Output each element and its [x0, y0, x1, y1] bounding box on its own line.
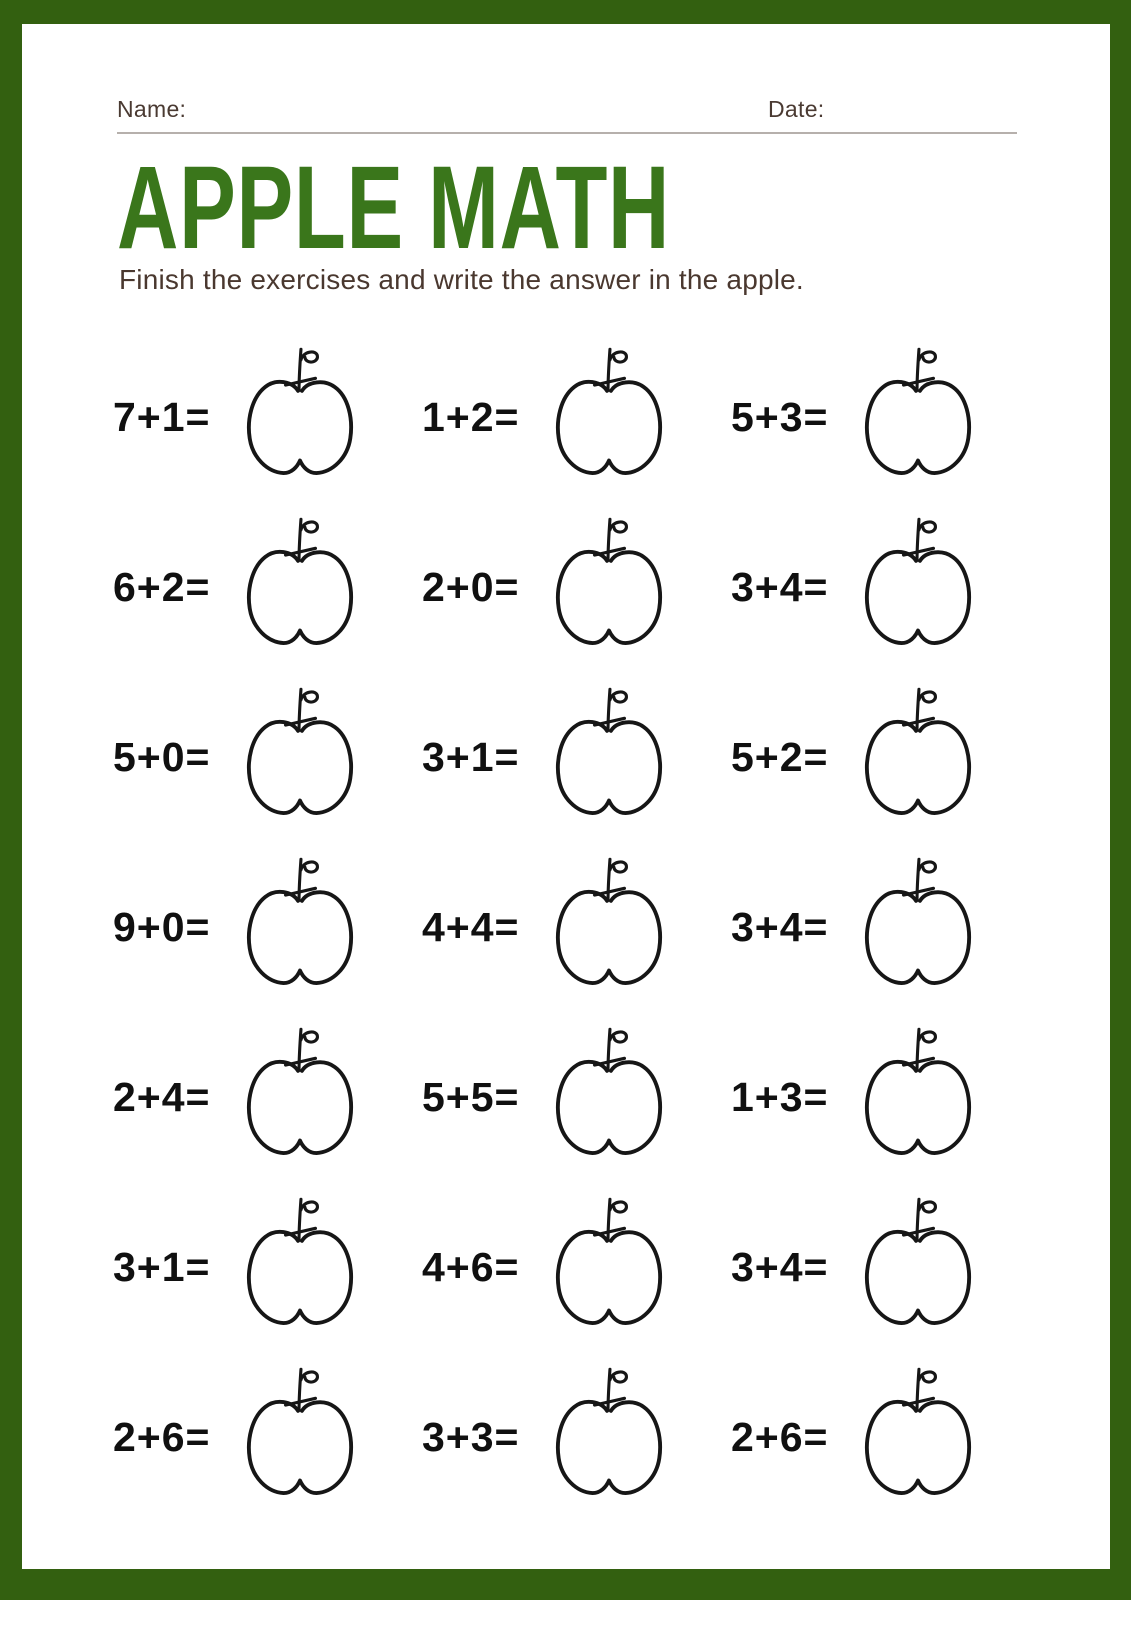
apple-outline-icon [241, 1193, 359, 1341]
apple-stem [299, 1199, 301, 1240]
problem-cell [422, 1363, 731, 1511]
apple-body [867, 722, 969, 813]
apple-stem [608, 349, 610, 390]
apple-stem [917, 1369, 919, 1410]
apple-body [249, 382, 351, 473]
apple-outline-icon [550, 1023, 668, 1171]
problem-label: 3+4= [731, 563, 829, 610]
apple-body [249, 892, 351, 983]
apple-stem [299, 519, 301, 560]
apple-outline-icon [859, 343, 977, 491]
apple-body [558, 1232, 660, 1323]
problem-label: 2+6= [731, 1413, 829, 1460]
stem-curl-icon [919, 1202, 935, 1212]
problem-cell [422, 683, 731, 831]
apple-body [867, 1402, 969, 1493]
apple-stem [299, 349, 301, 390]
apple-body [558, 722, 660, 813]
problem-label: 3+4= [731, 903, 829, 950]
problem-cell [113, 1193, 422, 1341]
apple-body [249, 1402, 351, 1493]
problem-cell [113, 1023, 422, 1171]
apple-stem [917, 1029, 919, 1070]
apple-body [249, 1232, 351, 1323]
name-date-line [117, 96, 1017, 134]
apple-body [558, 1402, 660, 1493]
apple-stem [608, 689, 610, 730]
problem-cell [422, 1023, 731, 1171]
apple-outline-icon [859, 683, 977, 831]
worksheet-page [22, 96, 1110, 1641]
problem-cell [731, 1023, 1040, 1171]
apple-outline-icon [859, 1363, 977, 1511]
apple-outline-icon [550, 853, 668, 1001]
problem-label: 3+4= [731, 1243, 829, 1290]
apple-stem [608, 519, 610, 560]
problem-label: 3+3= [422, 1413, 520, 1460]
stem-curl-icon [919, 522, 935, 532]
problem-cell [113, 513, 422, 661]
stem-curl-icon [610, 1372, 626, 1382]
apple-body [867, 1062, 969, 1153]
problem-label: 2+6= [113, 1413, 211, 1460]
stem-curl-icon [919, 352, 935, 362]
apple-outline-icon [550, 343, 668, 491]
apple-stem [917, 349, 919, 390]
stem-curl-icon [610, 352, 626, 362]
apple-stem [917, 859, 919, 900]
apple-stem [608, 859, 610, 900]
problem-cell [731, 683, 1040, 831]
stem-curl-icon [919, 862, 935, 872]
problem-label: 5+0= [113, 733, 211, 780]
stem-curl-icon [610, 1032, 626, 1042]
apple-outline-icon [859, 1023, 977, 1171]
problems-grid [113, 332, 1040, 1522]
stem-curl-icon [301, 522, 317, 532]
stem-curl-icon [610, 692, 626, 702]
apple-outline-icon [550, 513, 668, 661]
apple-outline-icon [859, 853, 977, 1001]
apple-stem [608, 1199, 610, 1240]
apple-stem [299, 689, 301, 730]
apple-outline-icon [859, 1193, 977, 1341]
stem-curl-icon [301, 352, 317, 362]
stem-curl-icon [919, 1372, 935, 1382]
apple-outline-icon [241, 343, 359, 491]
apple-stem [299, 1029, 301, 1070]
apple-body [558, 1062, 660, 1153]
page-title: APPLE MATH [117, 142, 671, 274]
stem-curl-icon [610, 1202, 626, 1212]
stem-curl-icon [301, 692, 317, 702]
stem-curl-icon [301, 1032, 317, 1042]
problem-label: 3+1= [422, 733, 520, 780]
apple-body [867, 892, 969, 983]
apple-outline-icon [241, 853, 359, 1001]
stem-curl-icon [610, 522, 626, 532]
apple-body [558, 552, 660, 643]
problem-label: 4+4= [422, 903, 520, 950]
stem-curl-icon [301, 1202, 317, 1212]
problem-label: 3+1= [113, 1243, 211, 1290]
problem-label: 1+2= [422, 393, 520, 440]
apple-outline-icon [241, 683, 359, 831]
problem-label: 5+3= [731, 393, 829, 440]
problem-cell [731, 1363, 1040, 1511]
problem-cell [113, 1363, 422, 1511]
apple-body [558, 382, 660, 473]
date-label: Date: [768, 96, 825, 122]
problem-label: 1+3= [731, 1073, 829, 1120]
stem-curl-icon [919, 1032, 935, 1042]
apple-body [249, 722, 351, 813]
stem-curl-icon [919, 692, 935, 702]
problem-label: 2+4= [113, 1073, 211, 1120]
apple-body [867, 382, 969, 473]
problem-label: 2+0= [422, 563, 520, 610]
apple-outline-icon [241, 1363, 359, 1511]
apple-outline-icon [550, 683, 668, 831]
problem-label: 5+5= [422, 1073, 520, 1120]
apple-stem [917, 1199, 919, 1240]
stem-curl-icon [301, 862, 317, 872]
apple-outline-icon [241, 513, 359, 661]
problem-cell [731, 343, 1040, 491]
problem-cell [113, 343, 422, 491]
problem-cell [113, 853, 422, 1001]
apple-body [249, 1062, 351, 1153]
problem-label: 5+2= [731, 733, 829, 780]
apple-outline-icon [550, 1193, 668, 1341]
problem-cell [113, 683, 422, 831]
apple-stem [299, 859, 301, 900]
apple-stem [917, 519, 919, 560]
name-label: Name: [117, 96, 187, 122]
problem-cell [731, 853, 1040, 1001]
apple-stem [299, 1369, 301, 1410]
stem-curl-icon [610, 862, 626, 872]
problem-cell [422, 853, 731, 1001]
apple-outline-icon [241, 1023, 359, 1171]
apple-stem [608, 1029, 610, 1070]
problem-label: 7+1= [113, 393, 211, 440]
apple-outline-icon [859, 513, 977, 661]
problem-cell [422, 1193, 731, 1341]
apple-stem [608, 1369, 610, 1410]
problem-cell [731, 513, 1040, 661]
apple-stem [917, 689, 919, 730]
apple-body [867, 1232, 969, 1323]
problem-cell [422, 513, 731, 661]
problem-label: 6+2= [113, 563, 211, 610]
problem-cell [731, 1193, 1040, 1341]
page-subtitle: Finish the exercises and write the answer in the apple. [119, 264, 804, 295]
problem-label: 9+0= [113, 903, 211, 950]
apple-body [249, 552, 351, 643]
apple-body [867, 552, 969, 643]
apple-outline-icon [550, 1363, 668, 1511]
apple-body [558, 892, 660, 983]
stem-curl-icon [301, 1372, 317, 1382]
title-wrap [117, 142, 1110, 274]
problem-label: 4+6= [422, 1243, 520, 1290]
problem-cell [422, 343, 731, 491]
